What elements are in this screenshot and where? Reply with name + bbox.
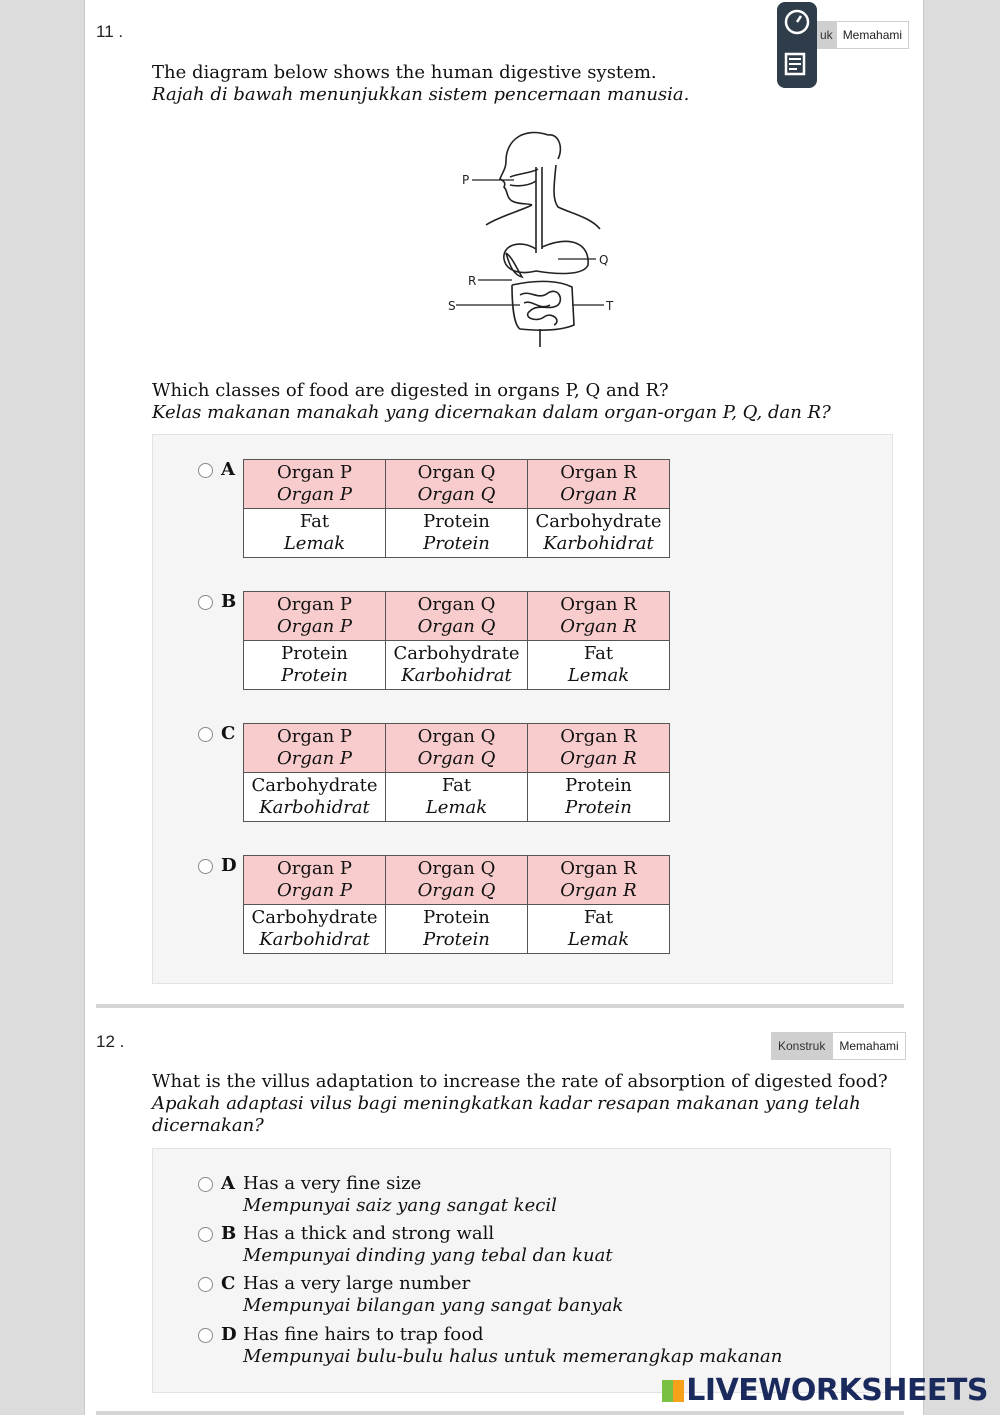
option-text: Has a very large number Mempunyai bilangan yang sangat banyak	[243, 1273, 624, 1316]
question-11-intro	[152, 62, 689, 106]
header-cell: Organ Q Organ Q	[386, 460, 528, 509]
question-malay: Apakah adaptasi vilus bagi meningkatkan kadar resapan makanan yang telah dicernakan?	[152, 1093, 861, 1136]
radio-button[interactable]	[198, 1277, 213, 1292]
option-text: Has fine hairs to trap food Mempunyai bulu-bulu halus untuk memerangkap makanan	[243, 1324, 783, 1367]
food-cell: Carbohydrate Karbohidrat	[386, 641, 528, 690]
header-cell: Organ R Organ R	[528, 592, 670, 641]
option-a[interactable]	[198, 1173, 557, 1217]
option-d[interactable]	[198, 1324, 782, 1368]
food-cell: Protein Protein	[528, 773, 670, 822]
question-12-stem	[152, 1071, 892, 1137]
option-table	[243, 723, 670, 822]
radio-button[interactable]	[198, 1328, 213, 1343]
timer-panel[interactable]	[777, 2, 817, 88]
label-t: T	[606, 299, 614, 313]
question-12-number: 12 .	[96, 1032, 125, 1051]
food-cell: Fat Lemak	[528, 641, 670, 690]
header-cell: Organ R Organ R	[528, 724, 670, 773]
option-c[interactable]	[198, 1273, 623, 1317]
logo-icon	[662, 1380, 684, 1402]
radio-button[interactable]	[198, 1177, 213, 1192]
header-cell: Organ Q Organ Q	[386, 592, 528, 641]
question-divider	[96, 1004, 904, 1008]
option-text: Has a thick and strong wall Mempunyai dinding yang tebal dan kuat	[243, 1223, 613, 1266]
header-cell: Organ Q Organ Q	[386, 856, 528, 905]
option-table	[243, 459, 670, 558]
header-cell: Organ R Organ R	[528, 460, 670, 509]
header-cell: Organ P Organ P	[244, 724, 386, 773]
option-letter: A	[221, 459, 235, 480]
question-english: Which classes of food are digested in organs P, Q and R?	[152, 380, 669, 401]
question-12-tags	[771, 1032, 906, 1060]
question-11-stem	[152, 380, 831, 424]
food-cell: Fat Lemak	[244, 509, 386, 558]
tag-understand: Memahami	[832, 1032, 905, 1060]
question-english: What is the villus adaptation to increase the rate of absorption of digested food?	[152, 1071, 888, 1092]
header-cell: Organ P Organ P	[244, 856, 386, 905]
header-cell: Organ R Organ R	[528, 856, 670, 905]
header-cell: Organ P Organ P	[244, 592, 386, 641]
digestive-system-diagram	[440, 125, 630, 350]
tag-construct: Konstruk	[771, 1032, 832, 1060]
radio-button[interactable]	[198, 859, 213, 874]
option-letter: C	[221, 723, 236, 744]
option-text: Has a very fine size Mempunyai saiz yang sangat kecil	[243, 1173, 557, 1216]
label-s: S	[448, 299, 456, 313]
food-cell: Fat Lemak	[386, 773, 528, 822]
radio-button[interactable]	[198, 595, 213, 610]
label-q: Q	[599, 253, 609, 267]
food-cell: Carbohydrate Karbohidrat	[244, 773, 386, 822]
option-a[interactable]	[198, 459, 670, 558]
food-cell: Fat Lemak	[528, 905, 670, 954]
intro-malay: Rajah di bawah menunjukkan sistem pencernaan manusia.	[152, 84, 690, 105]
food-cell: Protein Protein	[244, 641, 386, 690]
food-cell: Protein Protein	[386, 509, 528, 558]
option-b[interactable]	[198, 591, 670, 690]
option-table	[243, 591, 670, 690]
option-letter: A	[221, 1173, 235, 1194]
option-letter: C	[221, 1273, 236, 1294]
food-cell: Carbohydrate Karbohidrat	[244, 905, 386, 954]
option-letter: B	[221, 1223, 237, 1244]
label-p: P	[462, 173, 470, 187]
header-cell: Organ Q Organ Q	[386, 724, 528, 773]
radio-button[interactable]	[198, 1227, 213, 1242]
question-11-tags	[817, 21, 909, 49]
header-cell: Organ P Organ P	[244, 460, 386, 509]
option-table	[243, 855, 670, 954]
liveworksheets-logo: LIVEWORKSHEETS	[662, 1373, 988, 1408]
tag-construct: uk	[817, 21, 836, 49]
radio-button[interactable]	[198, 727, 213, 742]
option-d[interactable]	[198, 855, 670, 954]
option-letter: B	[221, 591, 237, 612]
bottom-divider	[96, 1411, 904, 1415]
tag-understand: Memahami	[836, 21, 909, 49]
option-b[interactable]	[198, 1223, 613, 1267]
food-cell: Protein Protein	[386, 905, 528, 954]
intro-english: The diagram below shows the human digestive system.	[152, 62, 657, 83]
question-11-number: 11 .	[96, 22, 124, 41]
question-malay: Kelas makanan manakah yang dicernakan dalam organ-organ P, Q, dan R?	[152, 402, 831, 423]
option-c[interactable]	[198, 723, 670, 822]
option-letter: D	[221, 855, 237, 876]
timer-icon[interactable]	[777, 2, 817, 88]
label-r: R	[468, 274, 477, 288]
radio-button[interactable]	[198, 463, 213, 478]
food-cell: Carbohydrate Karbohidrat	[528, 509, 670, 558]
option-letter: D	[221, 1324, 237, 1345]
